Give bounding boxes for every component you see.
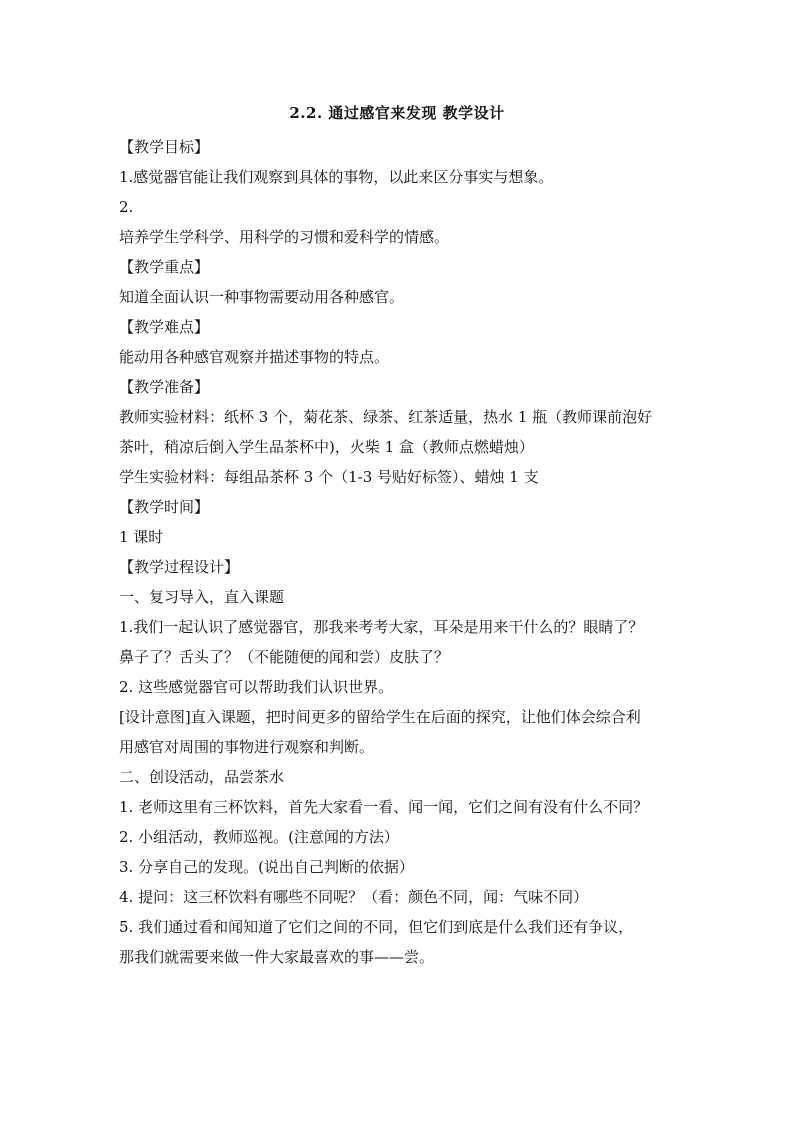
- paragraph-line: 知道全面认识一种事物需要动用各种感官。: [119, 288, 405, 306]
- paragraph-line: 茶叶，稍凉后倒入学生品茶杯中)，火柴 1 盒（教师点燃蜡烛）: [119, 438, 534, 456]
- section-heading-objectives: 【教学目标】: [119, 138, 210, 156]
- paragraph-line: 学生实验材料：每组品茶杯 3 个（1-3 号贴好标签）、蜡烛 1 支: [119, 468, 539, 486]
- paragraph-line: 1 课时: [119, 528, 164, 546]
- paragraph-line: 3. 分享自己的发现。(说出自己判断的依据）: [119, 858, 414, 876]
- paragraph-line: 鼻子了？舌头了？（不能随便的闻和尝）皮肤了？: [119, 648, 450, 666]
- paragraph-line: 1. 老师这里有三杯饮料，首先大家看一看、闻一闻，它们之间有没有什么不同？: [119, 798, 649, 816]
- document-title: 2.2. 通过感官来发现 教学设计: [289, 104, 505, 122]
- paragraph-line: [设计意图]直入课题，把时间更多的留给学生在后面的探究，让他们体会综合利: [119, 708, 641, 726]
- section-heading-difficulties: 【教学难点】: [119, 318, 210, 336]
- paragraph-line: 2.: [119, 198, 134, 216]
- paragraph-line: 用感官对周围的事物进行观察和判断。: [119, 738, 375, 756]
- paragraph-line: 1.我们一起认识了感觉器官，那我来考考大家，耳朵是用来干什么的？眼睛了？: [119, 618, 644, 636]
- paragraph-line: 2. 这些感觉器官可以帮助我们认识世界。: [119, 678, 394, 696]
- document-body: [119, 132, 679, 972]
- section-heading-process: 【教学过程设计】: [119, 558, 240, 576]
- paragraph-line: 教师实验材料：纸杯 3 个，菊花茶、绿茶、红茶适量，热水 1 瓶（教师课前泡好: [119, 408, 653, 426]
- paragraph-line: 1.感觉器官能让我们观察到具体的事物，以此来区分事实与想象。: [119, 168, 554, 186]
- paragraph-line: 能动用各种感官观察并描述事物的特点。: [119, 348, 390, 366]
- paragraph-line: 4. 提问：这三杯饮料有哪些不同呢？（看：颜色不同，闻：气味不同）: [119, 888, 589, 906]
- paragraph-line: 培养学生学科学、用科学的习惯和爱科学的情感。: [119, 228, 450, 246]
- paragraph-line: 2. 小组活动，教师巡视。(注意闻的方法）: [119, 828, 399, 846]
- subsection-heading: 一、复习导入，直入课题: [119, 588, 285, 606]
- section-heading-time: 【教学时间】: [119, 498, 210, 516]
- paragraph-line: 那我们就需要来做一件大家最喜欢的事——尝。: [119, 948, 435, 966]
- subsection-heading: 二、创设活动，品尝茶水: [119, 768, 285, 786]
- paragraph-line: 5. 我们通过看和闻知道了它们之间的不同，但它们到底是什么我们还有争议，: [119, 918, 634, 936]
- section-heading-key-points: 【教学重点】: [119, 258, 210, 276]
- section-heading-preparation: 【教学准备】: [119, 378, 210, 396]
